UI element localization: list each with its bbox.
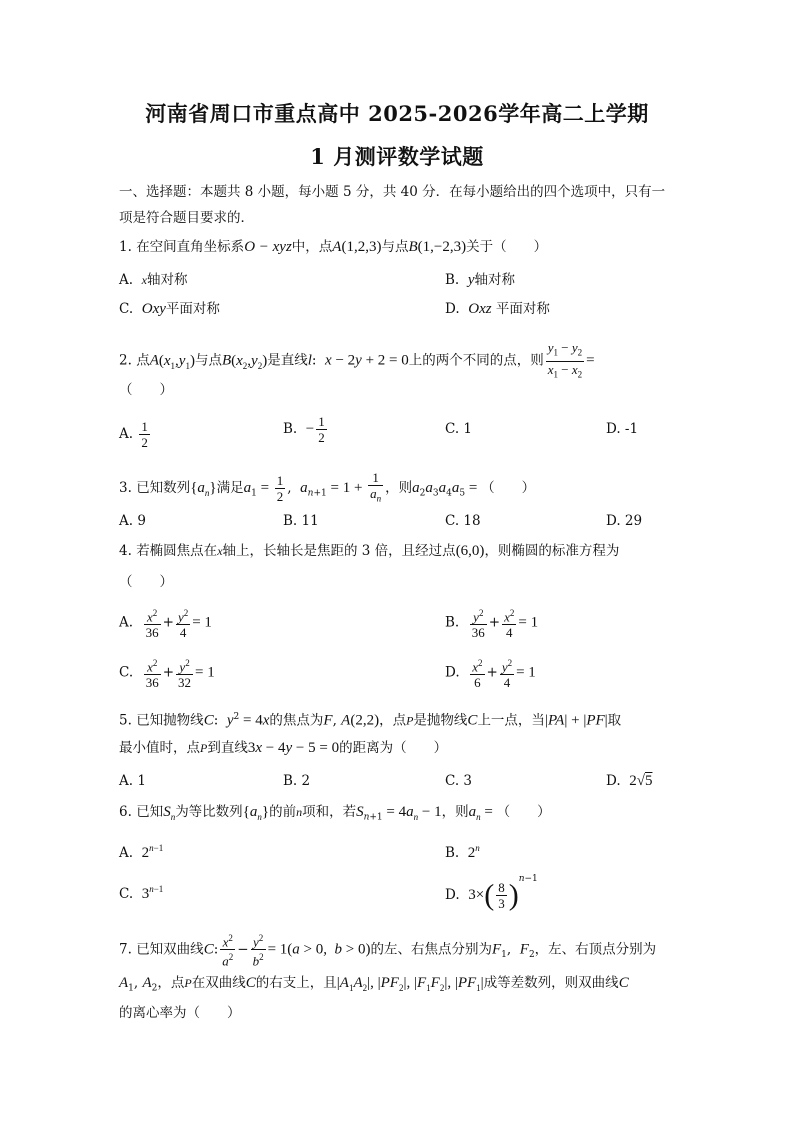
question-6: 6. 已知$S_n$为等比数列$\{a_n\}$的前n项和，若$S_{n+1} = 4a_n - 1$，则$a_n$ = （ ） (119, 804, 551, 823)
q5-option-d: D. 2√5 (606, 773, 653, 789)
q4-option-a: A. $\frac{x^2}{36}$ + $\frac{y^2}{4}$ = 1 (119, 608, 212, 641)
q5-option-b: B. 2 (283, 773, 311, 789)
q3-option-b: B. 11 (283, 513, 319, 529)
q2-option-a: A. $\frac{1}{2}$ (119, 419, 148, 450)
section-instructions-line1: 一、选择题：本题共 8 小题，每小题 5 分，共 40 分．在每小题给出的四个选项中，只有一 (119, 184, 666, 200)
q6-option-b: B. 2$^n$ (445, 843, 480, 861)
q2-option-d: D. -1 (606, 421, 639, 437)
q4-paren: （ ） (119, 574, 173, 590)
q1-option-a: A. x轴对称 (119, 272, 188, 288)
q6-option-a: A. $2^{n-1}$ (119, 843, 164, 861)
q2-option-b: B. − $\frac{1}{2}$ (283, 414, 325, 445)
question-5-line2: 最小值时，点P到直线3x − 4y − 5 = 0的距离为（ ） (119, 740, 448, 756)
q5-option-c: C. 3 (445, 773, 473, 789)
exam-title-line1: 河南省周口市重点高中 2025-2026学年高二上学期 (145, 101, 649, 126)
q6-option-c: C. $3^{n-1}$ (119, 884, 164, 902)
q1-option-b: B. y轴对称 (445, 272, 515, 288)
q4-option-b: B. $\frac{y^2}{36}$ + $\frac{x^2}{4}$ = 1 (445, 608, 539, 641)
section-instructions-line2: 项是符合题目要求的． (119, 210, 254, 226)
q1-option-c: C. Oxy平面对称 (119, 301, 220, 317)
q5-option-a: A. 1 (119, 773, 146, 789)
q3-option-a: A. 9 (119, 513, 146, 529)
exam-title-line2: 1 月测评数学试题 (310, 144, 484, 169)
question-4: 4. 若椭圆焦点在x轴上，长轴长是焦距的 3 倍，且经过点(6,0)，则椭圆的标准方程为 (119, 543, 620, 559)
q4-option-d: D. $\frac{x^2}{6}$ + $\frac{y^2}{4}$ = 1 (445, 658, 536, 691)
q3-option-c: C. 18 (445, 513, 481, 529)
q4-option-c: C. $\frac{x^2}{36}$ + $\frac{y^2}{32}$ = 1 (119, 658, 215, 691)
q2-option-c: C. 1 (445, 421, 473, 437)
question-7-line2: $A_1$, $A_2$，点P在双曲线C的右支上，且$|A_1A_2|$, $|PF_2|$, $|F_1F_2|$, $|PF_1|$成等差数列，则双曲线C (119, 975, 629, 994)
question-7-line1: 7. 已知双曲线C: $\frac{x^2}{a^2}$ − $\frac{y^2}{b^2}$ = 1(a > 0, b > 0)的左、右焦点分别为$F_1$, $F_2$，左、右顶点分别为 (119, 933, 657, 969)
q3-option-d: D. 29 (606, 513, 643, 529)
q2-paren: （ ） (119, 382, 173, 398)
question-2: 2. 点$A(x_1,y_1)$与点$B(x_2,y_2)$是直线l: x − 2y + 2 = 0上的两个不同的点，则 $\frac{y_1 - y_2}{x_1 - x_2}$ = (119, 340, 595, 380)
q1-option-d: D. Oxz 平面对称 (445, 301, 550, 317)
q6-option-d: D. 3×( $\frac{8}{3}$ )$^{n-1}$ (445, 874, 538, 912)
question-5-line1: 5. 已知抛物线C: $y^2 = 4x$的焦点为F, A(2,2)，点P是抛物线C上一点，当|PA| + |PF|取 (119, 712, 622, 729)
question-3: 3. 已知数列$\{a_n\}$满足$a_1$ = $\frac{1}{2}$ , $a_{n+1} = 1$ + $\frac{1}{a_n}$ ，则$a_2a_3a_4a_5$ = （ ） (119, 470, 536, 504)
question-7-line3: 的离心率为（ ） (119, 1005, 241, 1021)
question-1: 1. 在空间直角坐标系O − xyz中，点A(1,2,3)与点B(1,−2,3)关于（ ） (119, 239, 548, 255)
